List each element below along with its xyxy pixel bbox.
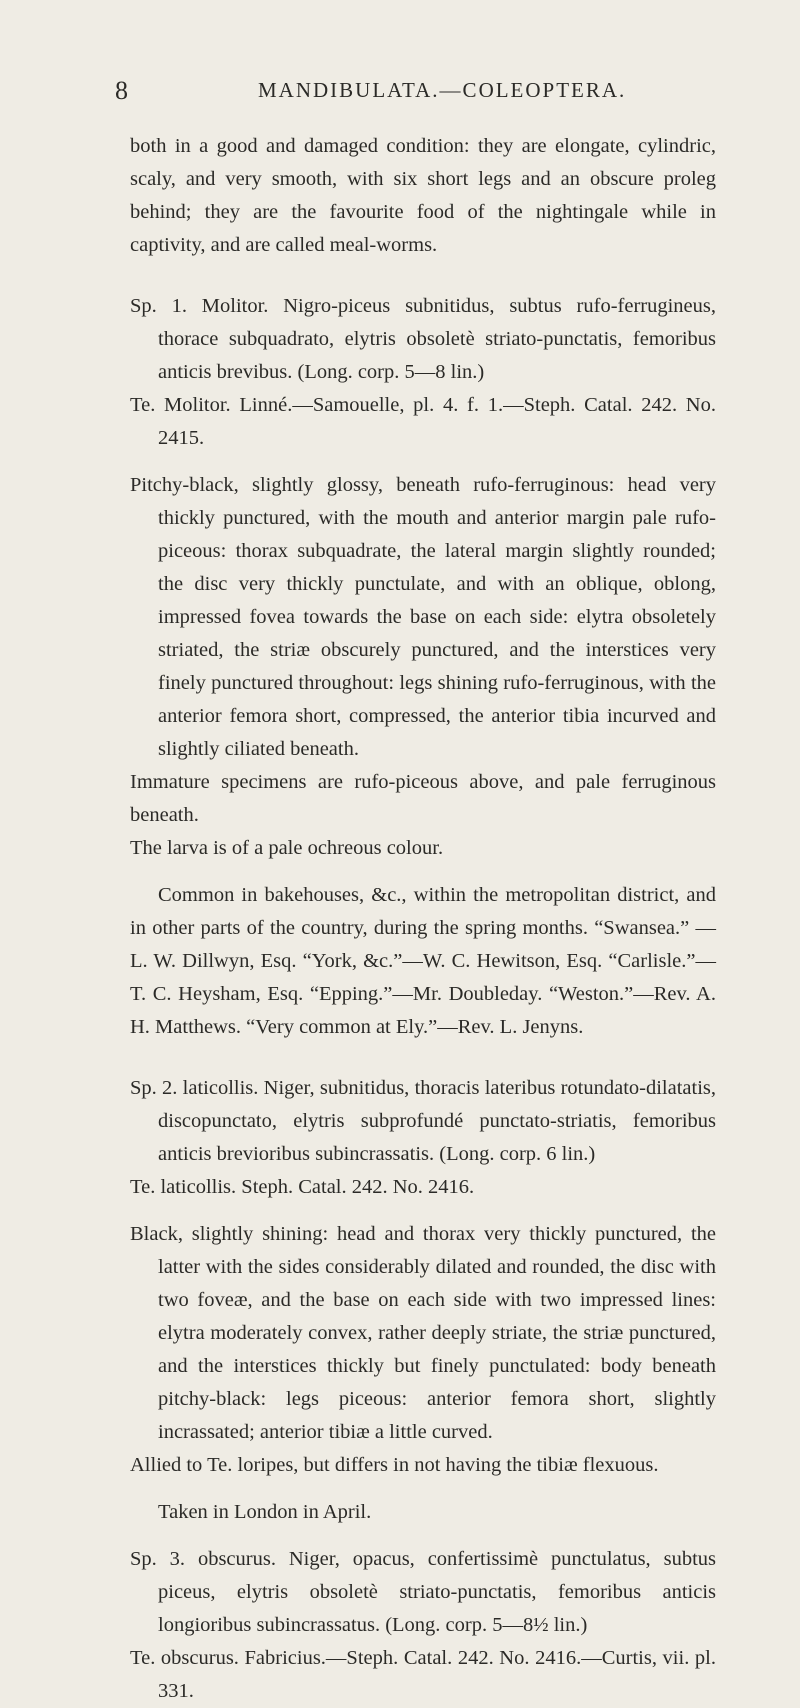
species-3-synonymy: Te. obscurus. Fabricius.—Steph. Catal. 242. No. 2416.—Curtis, vii. pl. 331. xyxy=(130,1647,716,1702)
species-2-locality: Taken in London in April. xyxy=(158,1501,372,1523)
species-1-larva-note: The larva is of a pale ochreous colour. xyxy=(130,837,444,859)
species-1-synonymy: Te. Molitor. Linné.—Samouelle, pl. 4. f. 1.—Steph. Catal. 242. No. 2415. xyxy=(130,394,716,449)
species-2-synonymy: Te. laticollis. Steph. Catal. 242. No. 2416. xyxy=(130,1176,475,1198)
page-body xyxy=(130,130,716,1708)
running-title: MANDIBULATA.—COLEOPTERA. xyxy=(258,78,627,102)
species-1-description: Pitchy-black, slightly glossy, beneath rufo-ferruginous: head very thickly punctured, with the mouth and anterior margin pale rufo-piceous: thorax subquadrate, the lateral margin slightly rounded; the disc very thickly punctulate, and with an oblique, oblong, impressed fovea towards the base on each side: elytra obsoletely striated, the striæ obscurely punctured, and the interstices very finely punctured throughout: legs shining rufo-ferruginous, with the anterior femora short, compressed, the anterior tibia incurved and slightly ciliated beneath. xyxy=(130,474,716,760)
paragraph-intro: both in a good and damaged condition: they are elongate, cylindric, scaly, and very smooth, with six short legs and an obscure proleg behind; they are the favourite food of the nightingale while in captivity, and are called meal-worms. xyxy=(130,135,716,256)
species-3-diagnosis: Sp. 3. obscurus. Niger, opacus, confertissimè punctulatus, subtus piceus, elytris obsoletè striato-punctatis, femoribus anticis longioribus subincrassatus. (Long. corp. 5—8½ lin.) xyxy=(130,1548,716,1636)
page-number: 8 xyxy=(115,76,128,105)
page-header xyxy=(0,72,800,112)
species-1-immature-note: Immature specimens are rufo-piceous above, and pale ferruginous beneath. xyxy=(130,771,716,826)
species-1-localities: Common in bakehouses, &c., within the metropolitan district, and in other parts of the country, during the spring months. “Swansea.” —L. W. Dillwyn, Esq. “York, &c.”—W. C. Hewitson, Esq. “Carlisle.”—T. C. Heysham, Esq. “Epping.”—Mr. Doubleday. “Weston.”—Rev. A. H. Matthews. “Very common at Ely.”—Rev. L. Jenyns. xyxy=(130,884,716,1038)
species-2-affinity-note: Allied to Te. loripes, but differs in not having the tibiæ flexuous. xyxy=(130,1454,659,1476)
species-1-diagnosis: Sp. 1. Molitor. Nigro-piceus subnitidus, subtus rufo-ferrugineus, thorace subquadrato, elytris obsoletè striato-punctatis, femoribus anticis brevibus. (Long. corp. 5—8 lin.) xyxy=(130,295,716,383)
species-2-description: Black, slightly shining: head and thorax very thickly punctured, the latter with the sides considerably dilated and rounded, the disc with two foveæ, and the base on each side with two impressed lines: elytra moderately convex, rather deeply striate, the striæ punctured, and the interstices thickly but finely punctulated: body beneath pitchy-black: legs piceous: anterior femora short, slightly incrassated; anterior tibiæ a little curved. xyxy=(130,1223,716,1443)
species-2-diagnosis: Sp. 2. laticollis. Niger, subnitidus, thoracis lateribus rotundato-dilatatis, discopunctato, elytris subprofundé punctato-striatis, femoribus anticis brevioribus subincrassatis. (Long. corp. 6 lin.) xyxy=(130,1077,716,1165)
